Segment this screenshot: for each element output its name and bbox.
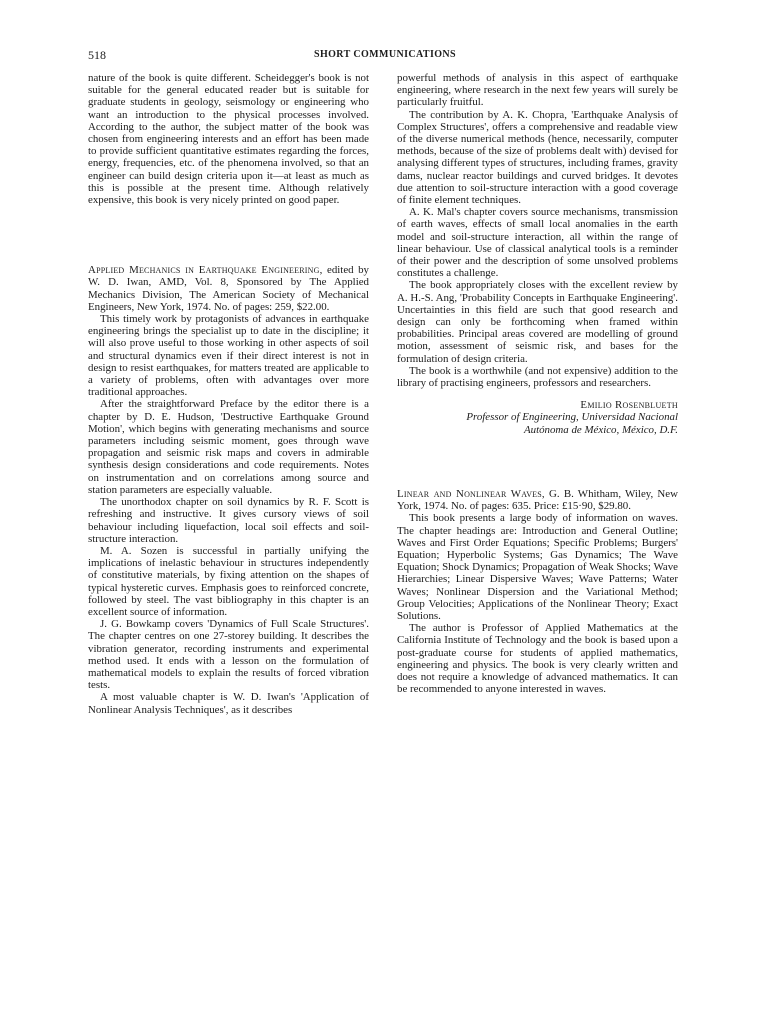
paragraph: J. G. Bowkamp covers 'Dynamics of Full Scale Structures'. The chapter centres on one 27-storey building. It describes the vibration generator, recording instruments and experimental method used. It ends with a lesson on the formulation of mathematical models to explain the results of forced vibration tests.	[88, 618, 369, 692]
paragraph: After the straightforward Preface by the editor there is a chapter by D. E. Hudson, 'Destructive Earthquake Ground Motion', which begins with generating mechanisms and source parameters including seismic moment, goes through wave propagation and seismic risk maps and covers in admirable synthesis design considerations and code requirements. Notes on instrumentation and on correlations among source and station parameters are especially valuable.	[88, 398, 369, 496]
paragraph: The book appropriately closes with the excellent review by A. H.-S. Ang, 'Probability Concepts in Earthquake Engineering'. Uncertainties in this field are such that good research and design can only be forthcoming when framed within probabilities. Principal areas covered are modelling of ground motion, assessment of seismic risk, and bases for the formulation of design criteria.	[397, 279, 678, 365]
running-head: SHORT COMMUNICATIONS	[313, 49, 456, 60]
paragraph: The book is a worthwhile (and not expensive) addition to the library of practising engineers, professors and researchers.	[397, 364, 678, 390]
paragraph: A. K. Mal's chapter covers source mechanisms, transmission of earth waves, effects of small local anomalies in the earth model and soil-structure interaction, all within the range of linear behaviour. Use of classical analytical tools is a reminder of their power and the description of some unsolved problems constitutes a challenge.	[397, 206, 678, 280]
paragraph: A most valuable chapter is W. D. Iwan's 'Application of Nonlinear Analysis Techniques', as it describes	[88, 691, 369, 716]
left-column	[88, 72, 369, 716]
continued-paragraph: powerful methods of analysis in this aspect of earthquake engineering, where research in the next few years will surely be particularly fruitful.	[397, 72, 678, 109]
review-citation: G. B. Whitham, Wiley, New York, 1974. No. of pages: 635. Price: £15·90, $29.80.	[397, 487, 678, 513]
reviewer-affiliation-line-1: Professor of Engineering, Universidad Nacional	[466, 411, 678, 424]
paragraph: The contribution by A. K. Chopra, 'Earthquake Analysis of Complex Structures', offers a comprehensive and readable view of the diverse numerical methods (hence, necessarily, computer methods, because of the size of problems dealt with) devised for analysing different types of structures, including frames, gravity dams, nuclear reactor buildings and curved bridges. It devotes due attention to soil-structure interaction with a good coverage of finite element techniques.	[397, 108, 678, 207]
paragraph: This book presents a large body of information on waves. The chapter headings are: Introduction and General Outline; Waves and First Order Equations; Specific Problems; Burgers' Equation; Hyperbolic Systems; Gas Dynamics; The Wave Equation; Shock Dynamics; Propagation of Weak Shocks; Wave Hierarchies; Linear Dispersive Waves; Wave Patterns; Water Waves; Nonlinear Dispersion and the Variational Method; Group Velocities; Applications of the Nonlinear Theory; Exact Solutions.	[397, 512, 678, 622]
right-column	[397, 72, 678, 695]
page-number: 518	[88, 48, 106, 62]
review-heading-applied-mechanics	[88, 264, 369, 313]
paragraph: This timely work by protagonists of advances in earthquake engineering brings the specialist up to date in the discipline; it will also prove useful to those working in other aspects of soil and structural dynamics even if their direct interest is not in design to resist earthquakes, for matters treated are applicable to a variety of problems, often with advantages over more traditional approaches.	[88, 313, 369, 399]
paragraph: The unorthodox chapter on soil dynamics by R. F. Scott is refreshing and instructive. It gives cursory views of soil behaviour including liquefaction, local soil effects and soil-structure interaction.	[88, 496, 369, 545]
continued-paragraph: nature of the book is quite different. Scheidegger's book is not suitable for the general educated reader but is suitable for graduate students in geology, seismology or engineering who want an introduction to the physical processes involved. According to the author, the subject matter of the book was chosen from engineering interests and an effort has been made to provide sufficient quantitative estimates regarding the forces, energy, frequencies, etc. of the phenomena involved, so that an engineer can build design criteria upon it—at least as much as this is possible at the present time. Although relatively expensive, this book is very nicely printed on good paper.	[88, 72, 369, 207]
paragraph: The author is Professor of Applied Mathematics at the California Institute of Technology and the book is based upon a post-graduate course for students of applied mathematics, engineering and physics. The book is very clearly written and does not require a knowledge of advanced mathematics. It can be recommended to anyone interested in waves.	[397, 622, 678, 696]
reviewer-signature	[397, 399, 678, 436]
page-header	[88, 45, 682, 65]
paragraph: M. A. Sozen is successful in partially unifying the implications of inelastic behaviour in structures independently of constitutive materials, by fixing attention on the shapes of typical hysteretic curves. Emphasis goes to reinforced concrete, followed by steel. The vast bibliography in this chapter is an excellent source of information.	[88, 544, 369, 618]
review-title: Linear and Nonlinear Waves,	[397, 487, 545, 500]
review-title: Applied Mechanics in Earthquake Engineering,	[88, 264, 323, 277]
review-heading-linear-nonlinear-waves	[397, 488, 678, 512]
reviewer-name: Emilio Rosenblueth	[580, 399, 678, 412]
review-citation: edited by W. D. Iwan, AMD, Vol. 8, Sponsored by The Applied Mechanics Division, The American Society of Mechanical Engineers, New York, 1974. No. of pages: 259, $22.00.	[88, 264, 369, 313]
reviewer-affiliation-line-2: Autónoma de México, México, D.F.	[523, 423, 678, 436]
